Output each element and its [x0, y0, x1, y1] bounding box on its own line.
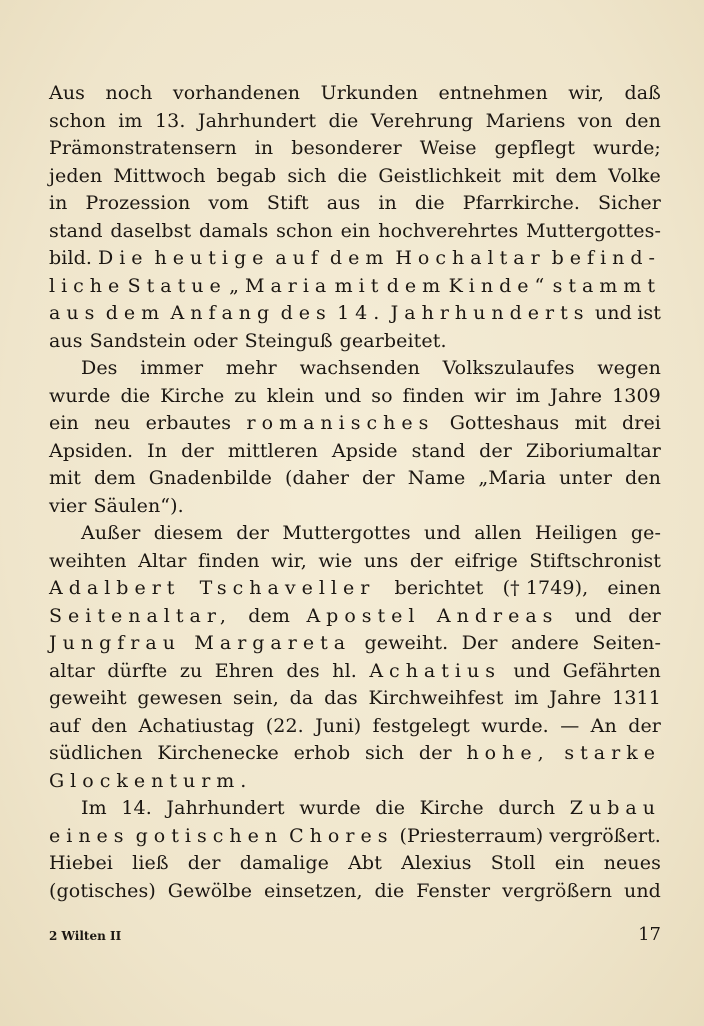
- word: altar: [49, 659, 95, 682]
- word: heutige: [154, 247, 270, 269]
- word: einen: [607, 577, 661, 599]
- word: der: [187, 852, 221, 874]
- word: mehr: [225, 357, 277, 379]
- word: gotischen: [135, 824, 284, 847]
- word: die: [414, 192, 445, 214]
- word: dem: [94, 467, 136, 489]
- word: besonderer: [291, 137, 402, 159]
- word: Volke: [608, 164, 661, 187]
- signature-mark: 2 Wilten II: [49, 929, 122, 943]
- word: Kirchenecke: [157, 742, 279, 764]
- word: dem: [555, 164, 598, 187]
- word: Jahrhunderts: [390, 302, 590, 324]
- word: in: [254, 137, 274, 159]
- word: ge-: [630, 522, 661, 544]
- page-footer: [49, 924, 661, 945]
- word: des: [280, 302, 332, 324]
- word: die: [374, 879, 405, 902]
- text-line: [49, 383, 661, 411]
- word: drei: [622, 412, 661, 434]
- text-line: [49, 328, 661, 356]
- word: Außer: [81, 522, 141, 544]
- word: schon: [276, 219, 333, 242]
- text-line: [49, 575, 661, 603]
- word: geweiht.: [364, 632, 449, 654]
- word: von: [577, 109, 613, 132]
- text-line: [49, 768, 661, 796]
- word: Gefährten: [562, 659, 661, 682]
- word: den: [91, 714, 128, 737]
- text-line: [49, 795, 661, 823]
- word: noch: [105, 82, 153, 104]
- word: ließ: [132, 852, 169, 874]
- word: hohe,: [466, 742, 550, 764]
- word: 1311: [612, 687, 661, 709]
- word: diesem: [153, 522, 223, 544]
- text-line: [49, 850, 661, 878]
- word: so: [371, 384, 393, 407]
- word: Gnadenbilde: [148, 467, 272, 489]
- word: berichtet: [394, 577, 484, 599]
- word: auf: [275, 247, 324, 269]
- word: in: [49, 192, 68, 214]
- word: dürfte: [107, 659, 168, 682]
- word: weihten: [49, 549, 127, 572]
- word: der: [409, 549, 443, 572]
- text-line: [49, 493, 661, 521]
- word: Margareta: [194, 632, 352, 654]
- word: —: [560, 714, 580, 737]
- word: Steinguß: [244, 329, 333, 352]
- word: (22.: [265, 714, 304, 737]
- word: und: [513, 659, 551, 682]
- word: dem: [386, 274, 447, 297]
- word: und: [324, 384, 362, 407]
- word: Gewölbe: [167, 879, 253, 902]
- word: Muttergottes: [282, 522, 411, 544]
- word: im: [515, 384, 541, 407]
- word: sich: [287, 164, 327, 187]
- word: Apsiden.: [49, 439, 134, 462]
- word: der: [181, 439, 214, 462]
- word: ein: [554, 852, 585, 874]
- word: Name: [407, 467, 466, 489]
- word: jeden: [49, 164, 103, 187]
- word: Pfarrkirche.: [462, 192, 581, 214]
- word: (Priesterraum): [399, 824, 544, 847]
- word: Juni): [315, 714, 362, 737]
- word: geweiht: [49, 687, 127, 709]
- word: stammt: [552, 274, 661, 297]
- word: 14.: [121, 797, 152, 819]
- word: Im: [81, 797, 107, 819]
- word: der: [236, 522, 270, 544]
- text-line: [49, 300, 661, 328]
- word: Stoll: [490, 852, 536, 874]
- word: Fenster: [416, 879, 491, 902]
- word: die: [375, 797, 406, 819]
- word: ein: [49, 412, 79, 434]
- word: Urkunden: [320, 82, 419, 104]
- word: Der: [461, 632, 498, 654]
- word: wir,: [568, 82, 604, 104]
- word: finden: [402, 384, 465, 407]
- word: Jahrhundert: [166, 797, 285, 819]
- word: aus: [326, 192, 361, 214]
- word: Stiftschronist: [529, 549, 661, 572]
- word: Kirche: [419, 797, 484, 819]
- word: durch: [498, 797, 556, 819]
- word: finden: [198, 549, 260, 572]
- word: Chores: [289, 824, 394, 847]
- word: mit: [334, 274, 385, 297]
- word: auf: [49, 714, 80, 737]
- word: damalige: [239, 852, 329, 874]
- text-line: [49, 245, 661, 273]
- word: südlichen: [49, 742, 143, 764]
- word: vom: [208, 192, 249, 214]
- text-line: [49, 80, 661, 108]
- word: Jungfrau: [49, 632, 181, 654]
- word: wachsenden: [299, 357, 420, 379]
- word: Volkszulaufes: [442, 357, 575, 379]
- word: Kinde“: [448, 274, 551, 297]
- word: Mittwoch: [113, 164, 206, 187]
- word: oder: [193, 329, 238, 352]
- text-line: [49, 273, 661, 301]
- word: wurde.: [481, 714, 549, 737]
- word: Hochaltar: [395, 247, 546, 269]
- text-line: [49, 410, 661, 438]
- word: vier: [49, 494, 87, 517]
- word: und: [574, 604, 612, 627]
- word: Apostel: [306, 604, 421, 627]
- word: Achatiustag: [138, 714, 255, 737]
- word: Prozession: [85, 192, 191, 214]
- word: Kirchweihfest: [368, 687, 504, 709]
- word: eines: [49, 824, 130, 847]
- word: († 1749),: [502, 577, 589, 599]
- word: zu: [179, 659, 203, 682]
- word: wurde: [49, 384, 111, 407]
- word: dem: [105, 302, 166, 324]
- word: erbautes: [145, 412, 232, 434]
- word: An: [590, 714, 617, 737]
- word: gepflegt: [494, 137, 576, 159]
- text-line: [49, 163, 661, 191]
- word: Seitenaltar,: [49, 604, 232, 627]
- word: Tschaveller: [199, 577, 376, 599]
- word: befind-: [551, 247, 661, 269]
- word: die: [328, 109, 359, 132]
- word: wir: [474, 384, 506, 407]
- word: Hiebei: [49, 852, 113, 874]
- word: Apside: [331, 439, 398, 462]
- text-line: [49, 658, 661, 686]
- word: stand: [49, 219, 103, 242]
- word: Altar: [138, 549, 187, 572]
- word: festgelegt: [372, 714, 470, 737]
- word: Alexius: [401, 852, 472, 874]
- word: Verehrung: [370, 109, 474, 132]
- text-line: [49, 438, 661, 466]
- word: aus: [49, 302, 101, 324]
- word: „Maria: [478, 467, 547, 489]
- word: vergrößert.: [549, 824, 661, 847]
- word: Achatius: [369, 659, 501, 682]
- word: die: [337, 164, 368, 187]
- word: eifrige: [454, 549, 518, 572]
- word: mit: [49, 467, 82, 489]
- word: Jahre: [550, 384, 603, 407]
- word: (gotisches): [49, 879, 156, 902]
- word: begab: [216, 164, 277, 187]
- word: vergrößern: [502, 879, 613, 902]
- word: ist: [637, 302, 661, 324]
- word: andere: [511, 632, 579, 654]
- word: Sicher: [598, 192, 661, 214]
- word: hl.: [332, 659, 357, 682]
- word: Gotteshaus: [449, 412, 560, 434]
- word: und: [594, 302, 632, 324]
- word: Mariens: [485, 109, 566, 132]
- word: Die: [98, 247, 149, 269]
- text-line: [49, 108, 661, 136]
- word: neu: [94, 412, 131, 434]
- text-line: [49, 465, 661, 493]
- text-line: [49, 878, 661, 906]
- word: entnehmen: [438, 82, 548, 104]
- word: Seiten-: [592, 632, 661, 654]
- word: das: [324, 687, 358, 709]
- word: schon: [49, 109, 106, 132]
- word: Prämonstratensern: [49, 137, 237, 159]
- word: den: [625, 109, 661, 132]
- word: klein: [266, 384, 315, 407]
- word: sich: [365, 742, 405, 764]
- word: und: [424, 522, 461, 544]
- word: gewesen: [137, 687, 223, 709]
- word: im: [118, 109, 143, 132]
- word: sein,: [233, 687, 279, 709]
- word: dem: [329, 247, 390, 269]
- word: In: [147, 439, 168, 462]
- word: mittleren: [227, 439, 318, 462]
- word: Anfang: [170, 302, 276, 324]
- page-number: 17: [638, 924, 661, 945]
- word: Jahrhundert: [197, 109, 317, 132]
- word: daselbst: [110, 219, 192, 242]
- word: uns: [363, 549, 399, 572]
- word: neues: [603, 852, 661, 874]
- word: und: [624, 879, 661, 902]
- word: aus: [49, 329, 83, 352]
- word: der: [479, 439, 512, 462]
- word: „Maria: [229, 274, 333, 297]
- word: mit: [574, 412, 607, 434]
- word: immer: [140, 357, 204, 379]
- word: 14.: [337, 302, 386, 324]
- word: Säulen“).: [93, 494, 184, 517]
- word: Ehren: [214, 659, 274, 682]
- word: daß: [624, 82, 661, 104]
- word: Andreas: [436, 604, 559, 627]
- word: allen: [474, 522, 522, 544]
- word: Heiligen: [535, 522, 618, 544]
- text-line: [49, 135, 661, 163]
- word: Zubau: [569, 797, 661, 819]
- word: unter: [559, 467, 613, 489]
- word: Aus: [49, 82, 86, 104]
- word: Kirche: [160, 384, 225, 407]
- word: 1309: [612, 384, 661, 407]
- word: der: [628, 714, 661, 737]
- word: ein: [340, 219, 371, 242]
- word: des: [286, 659, 320, 682]
- word: erhob: [293, 742, 351, 764]
- text-line: [49, 740, 661, 768]
- word: Jahre: [549, 687, 602, 709]
- word: zu: [234, 384, 257, 407]
- word: bild.: [49, 247, 93, 269]
- word: wurde;: [592, 137, 661, 159]
- word: gearbeitet.: [339, 329, 447, 352]
- text-line: [49, 603, 661, 631]
- word: Geistlichkeit: [378, 164, 502, 187]
- word: Sandstein: [89, 329, 187, 352]
- text-line: [49, 823, 661, 851]
- word: Glockenturm.: [49, 769, 253, 792]
- word: der: [362, 467, 395, 489]
- word: Ziboriumaltar: [525, 439, 661, 462]
- text-line: [49, 548, 661, 576]
- word: Abt: [348, 852, 382, 874]
- word: vorhandenen: [172, 82, 301, 104]
- word: da: [289, 687, 314, 709]
- word: Muttergottes-: [526, 219, 661, 242]
- text-line: [49, 520, 661, 548]
- text-line: [49, 713, 661, 741]
- word: Weise: [419, 137, 477, 159]
- text-line: [49, 630, 661, 658]
- text-line: [49, 355, 661, 383]
- word: die: [120, 384, 151, 407]
- word: Des: [81, 357, 118, 379]
- word: in: [378, 192, 397, 214]
- word: starke: [564, 742, 661, 764]
- word: liche: [49, 274, 126, 297]
- text-line: [49, 685, 661, 713]
- body-text: [49, 80, 661, 905]
- word: wegen: [597, 357, 661, 379]
- word: einsetzen,: [263, 879, 363, 902]
- word: wir,: [271, 549, 307, 572]
- word: dem: [248, 604, 291, 627]
- word: 13.: [154, 109, 186, 132]
- word: den: [625, 467, 661, 489]
- word: Statue: [127, 274, 227, 297]
- word: Stift: [266, 192, 309, 214]
- word: wie: [318, 549, 353, 572]
- word: Adalbert: [49, 577, 181, 599]
- text-line: [49, 218, 661, 246]
- word: der: [628, 604, 661, 627]
- word: der: [418, 742, 452, 764]
- word: damals: [199, 219, 269, 242]
- word: wurde: [299, 797, 361, 819]
- word: stand: [411, 439, 466, 462]
- word: im: [514, 687, 539, 709]
- word: mit: [512, 164, 545, 187]
- word: romanisches: [246, 412, 435, 434]
- text-line: [49, 190, 661, 218]
- word: (daher: [284, 467, 350, 489]
- word: hochverehrtes: [378, 219, 519, 242]
